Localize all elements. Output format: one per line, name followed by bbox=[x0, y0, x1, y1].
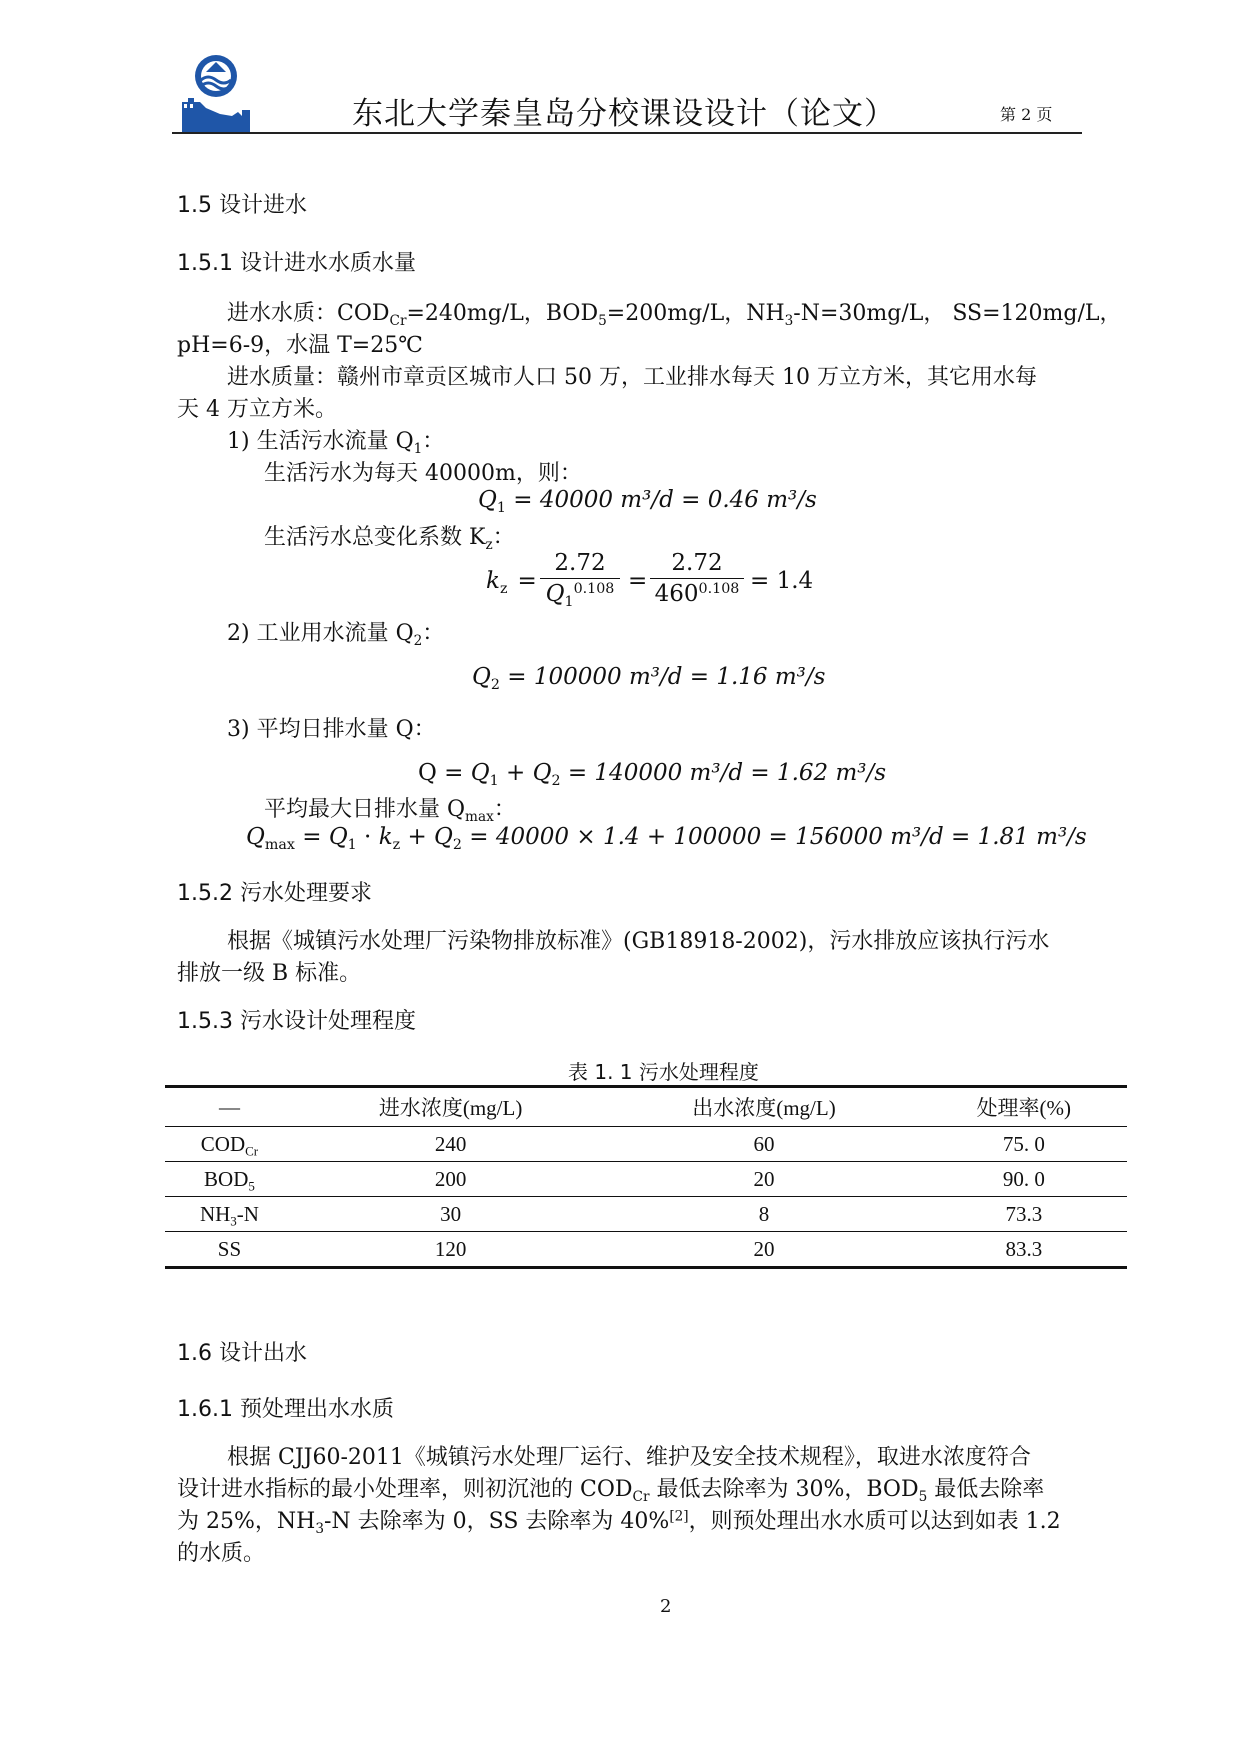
domestic-flow-text: 生活污水为每天 40000m，则： bbox=[264, 461, 582, 486]
influent-quantity-line-2: 天 4 万立方米。 bbox=[177, 397, 337, 422]
pretreatment-line-2: 设计进水指标的最小处理率，则初沉池的 $COD_{Cr}$ 最低去除率为 30%，$BOD_5$ 最低去除率 bbox=[177, 1477, 1045, 1505]
section-heading-1-6: 1.6 设计出水 bbox=[177, 1341, 307, 1366]
table-cell-influent: 240 bbox=[294, 1127, 607, 1162]
fraction-1: $\frac{2.72}{Q_1^{0.108}}$ bbox=[540, 550, 620, 607]
table-header-row bbox=[165, 1087, 1127, 1127]
treatment-degree-table bbox=[165, 1085, 1127, 1269]
table-cell-parameter: $COD_{Cr}$ bbox=[165, 1127, 294, 1162]
table-cell-effluent: 60 bbox=[607, 1127, 920, 1162]
qmax-label: 平均最大日排水量 $Q_{max}$： bbox=[264, 797, 516, 825]
item-average-daily: 3) 平均日排水量 Q： bbox=[227, 717, 436, 742]
equation-qmax: $Q_{max} = Q_1 \cdot k_z + Q_2 = 40000 \times 1.4 + 100000 = 156000$ m³/d = 1.81 m³/s bbox=[246, 824, 1087, 853]
header-title: 东北大学秦皇岛分校课设设计（论文） bbox=[352, 96, 896, 132]
equation-q2: $Q_2 = 100000$ m³/d = 1.16 m³/s bbox=[472, 664, 826, 693]
table-cell-rate: 75. 0 bbox=[921, 1127, 1127, 1162]
table-cell-effluent: 20 bbox=[607, 1162, 920, 1197]
equation-q1: $Q_1 = 40000$ m³/d = 0.46 m³/s bbox=[478, 487, 817, 516]
requirement-line-2: 排放一级 B 标准。 bbox=[177, 961, 362, 986]
table-cell-influent: 200 bbox=[294, 1162, 607, 1197]
university-logo bbox=[180, 52, 252, 132]
table-cell-rate: 73.3 bbox=[921, 1197, 1127, 1232]
item-domestic-flow: 1) 生活污水流量 $Q_1$： bbox=[227, 429, 445, 457]
equation-q: $Q = Q_1 + Q_2 = 140000$ m³/d = 1.62 m³/s bbox=[418, 760, 887, 789]
table-cell-parameter: $BOD_5$ bbox=[165, 1162, 294, 1197]
kz-label: 生活污水总变化系数 $K_z$： bbox=[264, 525, 515, 553]
pretreatment-line-4: 的水质。 bbox=[177, 1541, 266, 1566]
table-header-cell: 处理率(%) bbox=[921, 1087, 1127, 1127]
section-heading-1-5: 1.5 设计进水 bbox=[177, 193, 307, 218]
header-rule bbox=[172, 132, 1082, 134]
table-row bbox=[165, 1127, 1127, 1162]
table-cell-parameter: $NH_3-N$ bbox=[165, 1197, 294, 1232]
table-cell-rate: 83.3 bbox=[921, 1232, 1127, 1268]
section-heading-1-5-1: 1.5.1 设计进水水质水量 bbox=[177, 251, 416, 276]
table-cell-influent: 30 bbox=[294, 1197, 607, 1232]
table-header-cell: 进水浓度(mg/L) bbox=[294, 1087, 607, 1127]
section-heading-1-6-1: 1.6.1 预处理出水水质 bbox=[177, 1397, 394, 1422]
table-row bbox=[165, 1232, 1127, 1268]
table-cell-effluent: 20 bbox=[607, 1232, 920, 1268]
table-cell-rate: 90. 0 bbox=[921, 1162, 1127, 1197]
table-cell-effluent: 8 bbox=[607, 1197, 920, 1232]
header-page-label: 第 2 页 bbox=[1000, 105, 1053, 124]
influent-quantity-line-1: 进水质量：赣州市章贡区城市人口 50 万，工业排水每天 10 万立方米，其它用水每 bbox=[227, 365, 1037, 390]
equation-kz-result: = 1.4 bbox=[750, 568, 814, 594]
section-heading-1-5-3: 1.5.3 污水设计处理程度 bbox=[177, 1009, 416, 1034]
table-caption: 表 1. 1 污水处理程度 bbox=[568, 1060, 759, 1084]
page-number: 2 bbox=[660, 1596, 672, 1617]
requirement-line-1: 根据《城镇污水处理厂污染物排放标准》(GB18918-2002)，污水排放应该执行污水 bbox=[227, 929, 1050, 954]
item-industrial-flow: 2) 工业用水流量 $Q_2$： bbox=[227, 621, 445, 649]
influent-quality-line-1: 进水水质：$COD_{Cr}=240mg/L$，$BOD_5=200mg/L$，$NH_3-N=30mg/L$， SS=120mg/L， bbox=[227, 301, 1122, 329]
equation-kz-equals: = bbox=[628, 568, 648, 594]
table-cell-parameter: SS bbox=[165, 1232, 294, 1268]
pretreatment-line-3: 为 25%，$NH_3-N$ 去除率为 0，SS 去除率为 40%[2]，则预处理出水水质可以达到如表 1.2 bbox=[177, 1508, 1061, 1537]
table-header-cell: 出水浓度(mg/L) bbox=[607, 1087, 920, 1127]
influent-quality-line-2: pH=6-9，水温 T=25℃ bbox=[177, 333, 423, 358]
section-heading-1-5-2: 1.5.2 污水处理要求 bbox=[177, 881, 372, 906]
table-row bbox=[165, 1162, 1127, 1197]
table-row bbox=[165, 1197, 1127, 1232]
fraction-2: $\frac{2.72}{460^{0.108}}$ bbox=[650, 550, 744, 607]
table-cell-influent: 120 bbox=[294, 1232, 607, 1268]
equation-kz-lhs: $k_z$ = bbox=[486, 568, 537, 597]
table-header-cell: — bbox=[165, 1087, 294, 1127]
pretreatment-line-1: 根据 CJJ60-2011《城镇污水处理厂运行、维护及安全技术规程》，取进水浓度符合 bbox=[227, 1445, 1031, 1470]
